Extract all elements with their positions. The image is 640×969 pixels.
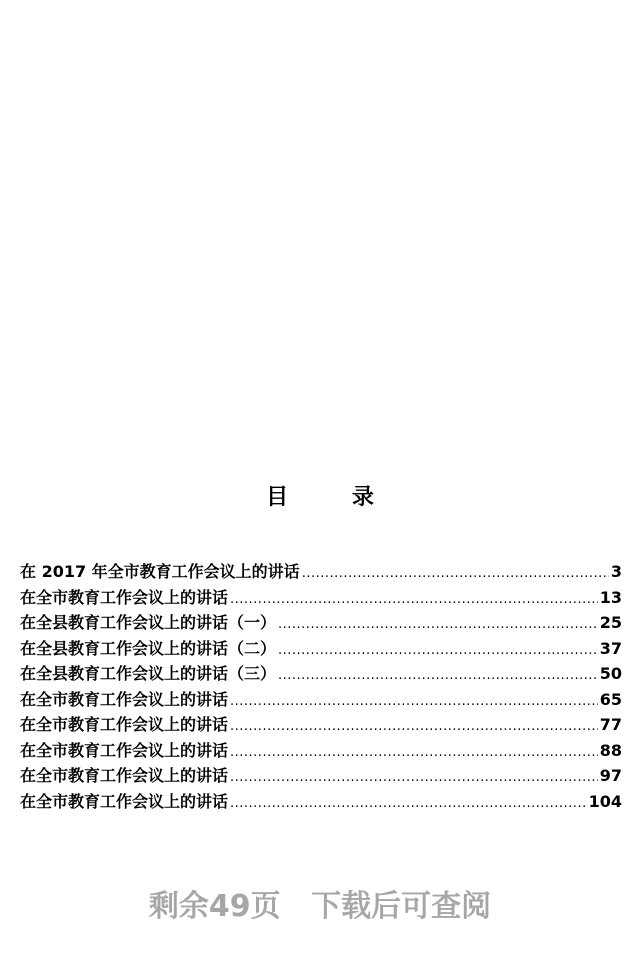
toc-entry[interactable] [20, 789, 622, 815]
toc-entry-title: 在全市教育工作会议上的讲话 [20, 587, 229, 607]
toc-entry-title: 在 2017 年全市教育工作会议上的讲话 [20, 562, 300, 581]
toc-entry[interactable] [20, 636, 622, 662]
download-to-view-text: 下载后可查阅 [311, 889, 492, 924]
toc-entry[interactable] [20, 610, 622, 636]
toc-entry-title: 在全市教育工作会议上的讲话 [20, 766, 229, 785]
toc-entry-page: 88 [599, 740, 622, 760]
toc-entry-title: 在全县教育工作会议上的讲话（三） [20, 664, 277, 683]
toc-entry[interactable] [20, 763, 622, 789]
toc-entry-title: 在全市教育工作会议上的讲话 [20, 689, 229, 709]
toc-entry-title: 在全县教育工作会议上的讲话（一） [20, 613, 277, 632]
toc-entry-page: 3 [610, 562, 622, 581]
toc-entry-page: 77 [599, 715, 622, 734]
remaining-pages-text: 剩余49页 [148, 889, 281, 924]
toc-entry-page: 25 [599, 613, 622, 632]
toc-entry-title: 在全县教育工作会议上的讲话（二） [20, 638, 277, 658]
toc-dot-leader [278, 663, 598, 689]
toc-dot-leader [230, 689, 598, 715]
toc-dot-leader [230, 791, 587, 817]
toc-entry[interactable] [20, 585, 622, 611]
toc-entry-page: 13 [599, 587, 622, 607]
toc-entry-page: 97 [599, 766, 622, 785]
toc-entry-title: 在全市教育工作会议上的讲话 [20, 791, 229, 811]
toc-entry[interactable] [20, 559, 622, 585]
toc-entry[interactable] [20, 738, 622, 764]
toc-entry[interactable] [20, 712, 622, 738]
toc-entry-page: 37 [599, 638, 622, 658]
toc-entry-page: 65 [599, 689, 622, 709]
toc-entry[interactable] [20, 661, 622, 687]
toc-dot-leader [230, 765, 598, 791]
toc-dot-leader [278, 612, 598, 638]
toc-title: 目 录 [266, 485, 402, 510]
toc-entry[interactable] [20, 687, 622, 713]
toc-entry-title: 在全市教育工作会议上的讲话 [20, 740, 229, 760]
toc-entry-title: 在全市教育工作会议上的讲话 [20, 715, 229, 734]
toc-list [20, 559, 622, 814]
download-notice [0, 885, 640, 929]
toc-entry-page: 50 [599, 664, 622, 683]
toc-dot-leader [278, 638, 598, 664]
toc-entry-page: 104 [588, 791, 622, 811]
toc-dot-leader [230, 587, 598, 613]
toc-dot-leader [230, 714, 598, 740]
toc-dot-leader [230, 740, 598, 766]
toc-dot-leader [302, 561, 609, 587]
